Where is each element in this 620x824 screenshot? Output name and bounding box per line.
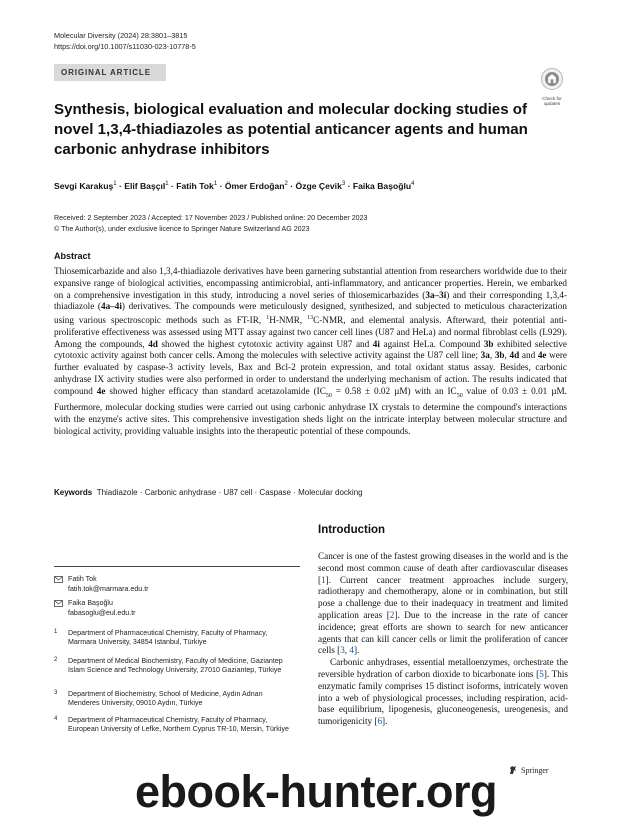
- footnote-divider: [54, 566, 300, 567]
- contact-name: Fatih Tok: [68, 575, 97, 583]
- article-type-label: ORIGINAL ARTICLE: [54, 64, 166, 81]
- check-for-updates-badge[interactable]: [537, 67, 567, 106]
- author-name[interactable]: Ömer Erdoğan: [224, 181, 285, 191]
- paragraph-text: ]. Current cancer treatment approaches include surgery, radiotherapy and chemotherapy, alone or in combination, but still pose a challenge due to their inadequacy in treatment and limited application areas [: [318, 574, 568, 620]
- introduction-paragraph: [318, 551, 568, 657]
- keywords: [54, 488, 363, 497]
- paragraph-text: ].: [353, 645, 360, 656]
- envelope-icon: [54, 600, 63, 607]
- author-affil-ref: 4: [411, 181, 415, 188]
- keywords-list: Thiadiazole · Carbonic anhydrase · U87 cell · Caspase · Molecular docking: [96, 488, 363, 497]
- abstract-heading: Abstract: [54, 251, 91, 261]
- author-affil-ref: 1: [213, 181, 218, 188]
- affiliation-number: 3: [54, 690, 58, 696]
- affiliation-number: 4: [54, 716, 58, 722]
- author-affil-ref: 2: [284, 181, 288, 188]
- citation-link[interactable]: 6: [377, 716, 383, 727]
- check-for-updates-icon: [537, 67, 567, 91]
- affiliation-text: Department of Pharmaceutical Chemistry, Faculty of Pharmacy, Marmara University, 34854 Istanbul, Türkiye: [68, 629, 268, 647]
- contact-email[interactable]: fatih.tok@marmara.edu.tr: [68, 584, 149, 593]
- citation-link[interactable]: 5: [539, 668, 544, 679]
- author-affil-ref: 1: [165, 181, 169, 188]
- badge-line-2: updates: [543, 101, 561, 106]
- contact-name: Faika Başoğlu: [68, 599, 113, 607]
- contact-email[interactable]: fabasoglu@eul.edu.tr: [68, 608, 136, 617]
- paragraph-text: ]. This enzymatic family comprises 15 distinct isoforms, intricately woven into a web of physiological processes, including respiration, acid-base equilibrium, lipogenesis, gluconeogenesis, ureogenesis, and tumorigenicity [: [318, 668, 569, 727]
- paragraph-text: ,: [344, 645, 350, 656]
- author-name[interactable]: Faika Başoğlu: [352, 181, 412, 191]
- copyright-line: © The Author(s), under exclusive licence to Springer Nature Switzerland AG 2023: [54, 225, 310, 233]
- introduction-heading: Introduction: [318, 524, 386, 536]
- dates-line: Received: 2 September 2023 / Accepted: 17 November 2023 / Published online: 20 December 2023: [54, 214, 368, 222]
- author-list: Sevgi Karakuş$^1$ · Elif Başçıl$^1$ · Fatih Tok$^1$ · Ömer Erdoğan$^2$ · Özge Çevik$^3$ · Faika Başoğlu$^4$: [54, 181, 415, 191]
- keywords-label: Keywords: [54, 488, 93, 497]
- introduction-body: [318, 551, 568, 728]
- author-affil-ref: 1: [113, 181, 117, 188]
- author-name[interactable]: Elif Başçıl: [124, 181, 166, 191]
- affiliation-text: Department of Medical Biochemistry, Faculty of Medicine, Gaziantep Islam Science and Technology University, 27010 Gaziantep, Türkiye: [68, 657, 283, 675]
- article-title: Synthesis, biological evaluation and molecular docking studies of novel 1,3,4-thiadiazoles as potential anticancer agents and human carbonic anhydrase inhibitors: [54, 101, 528, 158]
- abstract-body: Thiosemicarbazide and also 1,3,4-thiadiazole derivatives have been garnering substantial attention from researchers worldwide due to their expansive range of biological activities, encompassing antimicrobial, anti-inflammatory, and anticancer properties. Herein, we embarked on a comprehensive investigation in this study, introducing a novel series of thiosemicarbazides (3a–3i) and their corresponding 1,3,4-thiadiazole (4a–4i) derivatives. The compounds were meticulously designed, synthesized, and subjected to meticulous characterization using various spectroscopic methods such as FT-IR, $^1$H-NMR, $^{13}$C-NMR, and elemental analysis. Afterward, their potential anti-proliferative effectiveness was assessed using MTT assay against two cancer cell lines (U87 and HeLa) and normal fibroblast cells (L929). Among the compounds, 4d showed the highest cytotoxic activity against U87 and 4i against HeLa. Compound 3b exhibited selective cytotoxic activity against both cancer cells. Among the molecules with selective activity against the U87 cell line; 3a, 3b, 4d and 4e were further evaluated by caspase-3 activity levels, Bax and Bcl-2 protein expression, and total oxidant status assay. Besides, carbonic anhydrase IX activity studies were also performed in order to understand the underlying mechanism of action. The results indicated that compound 4e showed higher efficacy than standard acetazolamide ($IC_{50} = 0.58 \pm 0.02$ µM) with an $IC_{50}$ value of 0.03 ± 0.01 µM. Furthermore, molecular docking studies were carried out using carbonic anhydrase IX crystals to determine the compound's interactions with the enzyme's active sites. This comprehensive investigation sheds light on the intricate interplay between molecular structure and biological activity, providing valuable insights into the therapeutic potential of these compounds.: [54, 266, 568, 436]
- envelope-icon: [54, 576, 63, 583]
- author-name[interactable]: Özge Çevik: [295, 181, 342, 191]
- paragraph-text: Carbonic anhydrases, essential metalloenzymes, orchestrate the reversible hydration of carbon dioxide to bicarbonate ions [: [318, 657, 568, 679]
- author-name[interactable]: Fatih Tok: [176, 181, 214, 191]
- author-name[interactable]: Sevgi Karakuş: [54, 181, 114, 191]
- badge-line-1: Check for: [542, 96, 562, 101]
- paragraph-text: ].: [382, 716, 388, 727]
- affiliation-text: Department of Pharmaceutical Chemistry, Faculty of Pharmacy, European University of Lefke, Northern Cyprus TR-10, Mersin, Türkiye: [68, 716, 289, 734]
- citation-link[interactable]: 2: [389, 609, 395, 620]
- citation-link[interactable]: 4: [349, 645, 354, 656]
- citation-link[interactable]: 1: [321, 574, 326, 585]
- publisher-name: Springer: [521, 765, 549, 775]
- introduction-paragraph: [318, 657, 568, 728]
- affiliation-number: 2: [54, 657, 58, 663]
- citation-link[interactable]: 3: [340, 645, 345, 656]
- author-affil-ref: 3: [341, 181, 346, 188]
- watermark-text: ebook-hunter.org: [135, 766, 497, 817]
- affiliation-number: 1: [54, 629, 58, 635]
- journal-citation: Molecular Diversity (2024) 28:3801–3815: [54, 31, 188, 40]
- publication-history: [54, 213, 368, 235]
- paragraph-text: ]. Due to the increase in the rate of cancer incidence; great efforts are shown to search for new anticancer agents that can kill cancer cells or limit the proliferation of cancer cells [: [318, 609, 568, 656]
- affiliation-text: Department of Biochemistry, School of Medicine, Aydın Adnan Menderes University, 09010 Aydın, Türkiye: [68, 690, 263, 708]
- doi-link[interactable]: https://doi.org/10.1007/s11030-023-10778-5: [54, 42, 196, 51]
- paragraph-text: Cancer is one of the fastest growing diseases in the world and is the second most common cause of death after cardiovascular diseases [: [318, 551, 568, 585]
